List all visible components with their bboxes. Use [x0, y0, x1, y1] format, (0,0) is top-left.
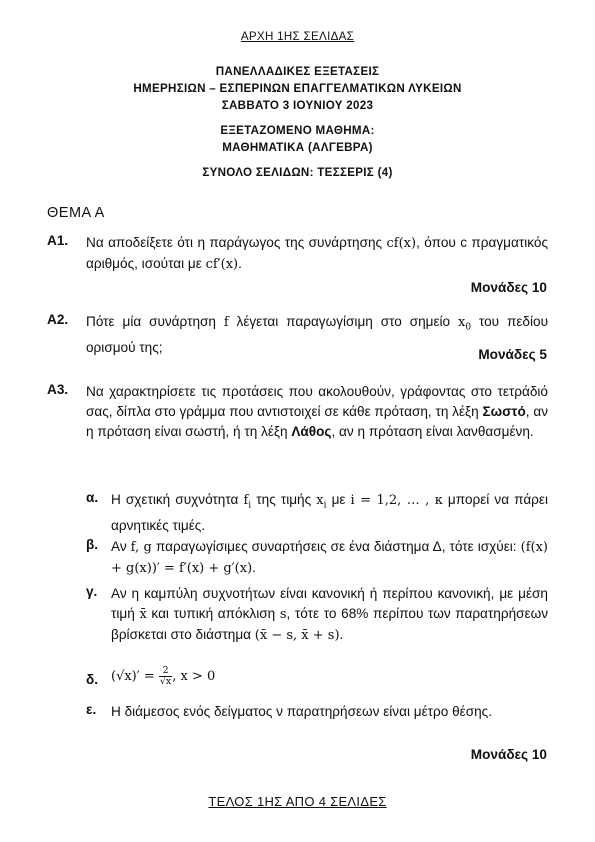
- page-count: ΣΥΝΟΛΟ ΣΕΛΙΔΩΝ: ΤΕΣΣΕΡΙΣ (4): [202, 166, 393, 179]
- statement-gamma-letter: γ.: [86, 584, 98, 599]
- question-a2-text: Πότε μία συνάρτηση f λέγεται παραγωγίσιμη στο σημείο $x_0$ του πεδίου ορισμού της;: [86, 314, 549, 355]
- theme-heading: ΘΕΜΑ Α: [47, 205, 105, 221]
- fraction-2-over-sqrt-x: $\frac{2}{√x}$: [159, 665, 172, 687]
- statement-beta-letter: β.: [86, 537, 99, 552]
- subject-label: ΕΞΕΤΑΖΟΜΕΝΟ ΜΑΘΗΜΑ:: [220, 124, 375, 137]
- math-cf-prime-x: cf′(x): [205, 257, 239, 272]
- question-a3-marks: Μονάδες 10: [470, 747, 547, 762]
- question-a1-text: Να αποδείξετε ότι η παράγωγος της συνάρτησης cf(x), όπου c πραγματικός αριθμός, ισούται με cf′(x).: [86, 235, 549, 272]
- exam-date: ΣΑΒΒΑΤΟ 3 ΙΟΥΝΙΟΥ 2023: [221, 99, 374, 112]
- question-a1-marks: Μονάδες 10: [470, 280, 547, 295]
- math-cf-x: cf(x): [386, 236, 417, 251]
- word-true: Σωστό: [482, 404, 526, 419]
- question-a3-text: Να χαρακτηρίσετε τις προτάσεις που ακολουθούν, γράφοντας στο τετράδιό σας, δίπλα στο γράμμα που αντιστοιχεί σε κάθε πρόταση, τη λέξη Σωστό, αν η πρόταση είναι σωστή, ή τη λέξη Λάθος, αν η πρόταση είναι λανθασμένη.: [86, 384, 548, 439]
- math-interval: (x̄ − s, x̄ + s): [254, 628, 340, 643]
- question-a2-number: Α2.: [47, 312, 69, 327]
- page-start-label: ΑΡΧΗ 1ΗΣ ΣΕΛΙΔΑΣ: [240, 30, 355, 43]
- statement-epsilon-text: Η διάμεσος ενός δείγματος ν παρατηρήσεων είναι μέτρο θέσης.: [111, 704, 492, 719]
- statement-gamma-text: Αν η καμπύλη συχνοτήτων είναι κανονική ή περίπου κανονική, με μέση τιμή x̄ και τυπική απόκλιση s, τότε το 68% περίπου των παρατηρήσεων βρίσκεται στο διάστημα (x̄ − s, x̄ + s).: [111, 586, 548, 643]
- math-x0: $x_0$: [458, 315, 472, 333]
- math-sum-rule: (f(x) + g(x))′ = f′(x) + g′(x): [111, 540, 548, 576]
- statement-delta-text: (√x)′ = $\frac{2}{√x}$ , x > 0: [111, 665, 216, 687]
- statement-beta-text: Αν f, g παραγωγίσιμες συναρτήσεις σε ένα διάστημα Δ, τότε ισχύει: (f(x) + g(x))′ = f′(x) + g′(x).: [111, 539, 548, 576]
- statement-alpha-text: Η σχετική συχνότητα $f_i$ της τιμής $x_i$ με i = 1,2, … , κ μπορεί να πάρει αρνητικές τιμές.: [111, 492, 548, 533]
- subject-name: ΜΑΘΗΜΑΤΙΚΑ (ΑΛΓΕΒΡΑ): [222, 141, 373, 154]
- question-a3-number: Α3.: [47, 382, 69, 397]
- exam-title: ΠΑΝΕΛΛΑΔΙΚΕΣ ΕΞΕΤΑΣΕΙΣ: [215, 65, 380, 78]
- statement-delta-letter: δ.: [86, 672, 99, 687]
- statement-epsilon-letter: ε.: [86, 702, 97, 717]
- question-a2-marks: Μονάδες 5: [478, 347, 547, 362]
- word-false: Λάθος: [291, 424, 332, 439]
- question-a1-number: Α1.: [47, 233, 69, 248]
- exam-schools: ΗΜΕΡΗΣΙΩΝ – ΕΣΠΕΡΙΝΩΝ ΕΠΑΓΓΕΛΜΑΤΙΚΩΝ ΛΥΚΕΙΩΝ: [133, 82, 462, 95]
- page-end-label: ΤΕΛΟΣ 1ΗΣ ΑΠΟ 4 ΣΕΛΙΔΕΣ: [208, 794, 387, 809]
- statement-alpha-letter: α.: [86, 490, 99, 505]
